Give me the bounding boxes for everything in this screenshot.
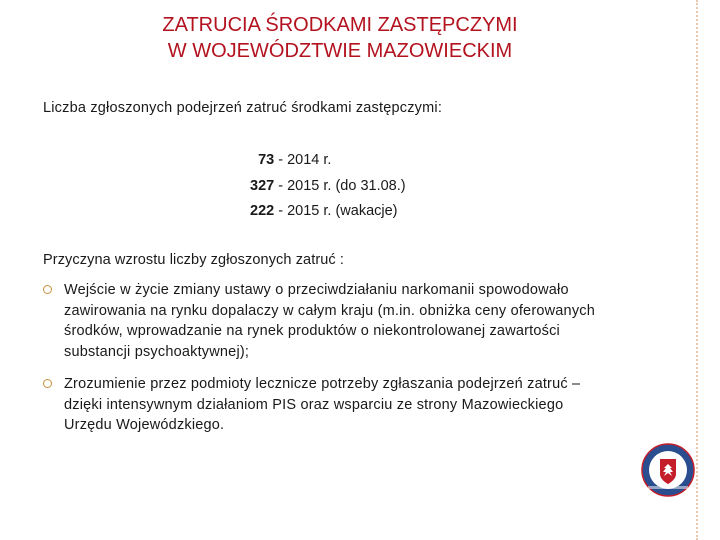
- bullet-text: Wejście w życie zmiany ustawy o przeciwdziałaniu narkomanii spowodowało zawirowania na rynku dopalaczy w całym kraju (m.in. obniżka ceny oferowanych środków, wprowadzanie na rynek produktów o niekontrolowanej zawartości substancji psychoaktywnej);: [64, 282, 595, 360]
- decorative-dotted-rule: [696, 0, 698, 540]
- stat-label: - 2015 r. (wakacje): [274, 203, 398, 219]
- stat-row-2014: [250, 148, 406, 174]
- stat-label: - 2015 r. (do 31.08.): [274, 177, 406, 194]
- stat-row-2015-summer: [250, 199, 406, 225]
- reason-bullet-list: [43, 280, 603, 448]
- slide-title-line-2: W WOJEWÓDZTWIE MAZOWIECKIM: [167, 40, 513, 62]
- sanitary-inspection-emblem-icon: [640, 442, 696, 498]
- bullet-item: [43, 280, 603, 362]
- intro-text: Liczba zgłoszonych podejrzeń zatruć środkami zastępczymi:: [43, 100, 443, 116]
- stat-number: 327: [250, 177, 275, 194]
- bullet-text: Zrozumienie przez podmioty lecznicze potrzeby zgłaszania podejrzeń zatruć – dzięki intensywnym działaniom PIS oraz wsparciu ze strony Mazowieckiego Urzędu Wojewódzkiego.: [64, 376, 581, 433]
- ring-bullet-icon: [43, 379, 52, 388]
- stat-row-2015: [250, 174, 406, 200]
- stats-list: [250, 148, 406, 225]
- slide-title-line-1: ZATRUCIA ŚRODKAMI ZASTĘPCZYMI: [162, 14, 518, 36]
- reason-heading: Przyczyna wzrostu liczby zgłoszonych zatruć :: [43, 252, 345, 268]
- ring-bullet-icon: [43, 285, 52, 294]
- slide-title: [60, 12, 620, 64]
- stat-number: 73: [258, 152, 275, 168]
- bullet-item: [43, 374, 603, 436]
- stat-number: 222: [250, 203, 275, 219]
- stat-label: - 2014 r.: [274, 152, 332, 168]
